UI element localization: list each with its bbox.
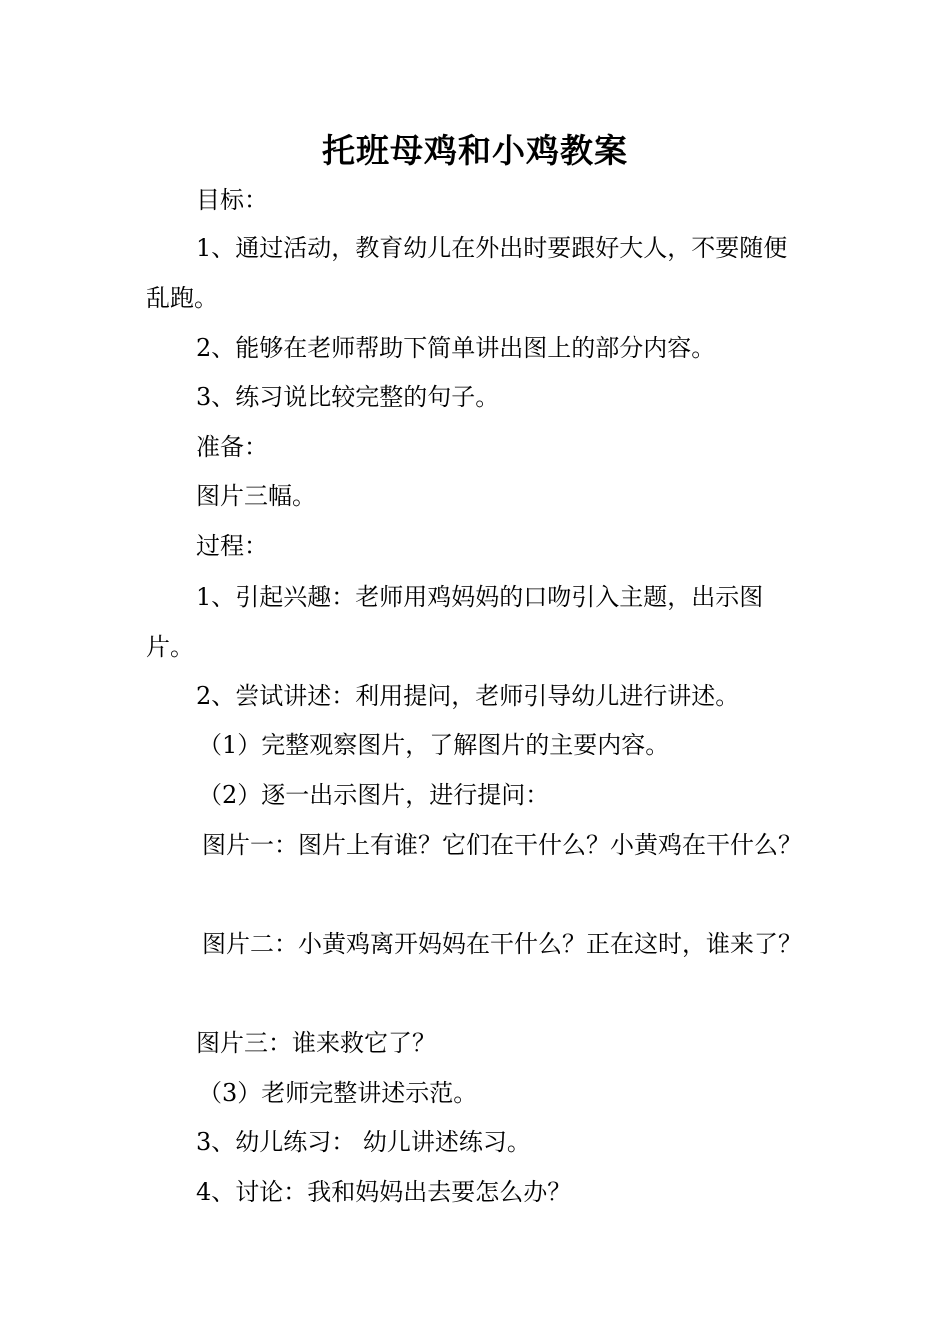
- paragraph-goals-heading: 目标：: [196, 186, 268, 214]
- paragraph-process-4: 4、讨论：我和妈妈出去要怎么办？: [196, 1178, 572, 1206]
- paragraph-goal-3: 3、练习说比较完整的句子。: [196, 383, 500, 411]
- document-title: 托班母鸡和小鸡教案: [322, 131, 628, 170]
- paragraph-process-1: 1、引起兴趣：老师用鸡妈妈的口吻引入主题，出示图片。: [146, 583, 764, 661]
- paragraph-prep-1: 图片三幅。: [196, 482, 316, 510]
- paragraph-process-3: 3、幼儿练习： 幼儿讲述练习。: [196, 1128, 531, 1156]
- paragraph-process-heading: 过程：: [196, 532, 268, 560]
- paragraph-process-2-3: （3）老师完整讲述示范。: [198, 1079, 478, 1107]
- paragraph-picture-1: 图片一：图片上有谁？它们在干什么？小黄鸡在干什么？: [202, 831, 802, 859]
- paragraph-process-2-1: （1）完整观察图片，了解图片的主要内容。: [198, 731, 670, 759]
- paragraph-process-2: 2、尝试讲述：利用提问，老师引导幼儿进行讲述。: [196, 682, 740, 710]
- paragraph-picture-2: 图片二：小黄鸡离开妈妈在干什么？正在这时，谁来了？: [202, 930, 802, 958]
- paragraph-picture-3: 图片三：谁来救它了？: [196, 1029, 436, 1057]
- paragraph-goal-2: 2、能够在老师帮助下简单讲出图上的部分内容。: [196, 334, 716, 362]
- paragraph-goal-1: 1、通过活动，教育幼儿在外出时要跟好大人，不要随便乱跑。: [146, 234, 788, 312]
- paragraph-prep-heading: 准备：: [196, 433, 268, 461]
- paragraph-process-2-2: （2）逐一出示图片，进行提问：: [198, 781, 550, 809]
